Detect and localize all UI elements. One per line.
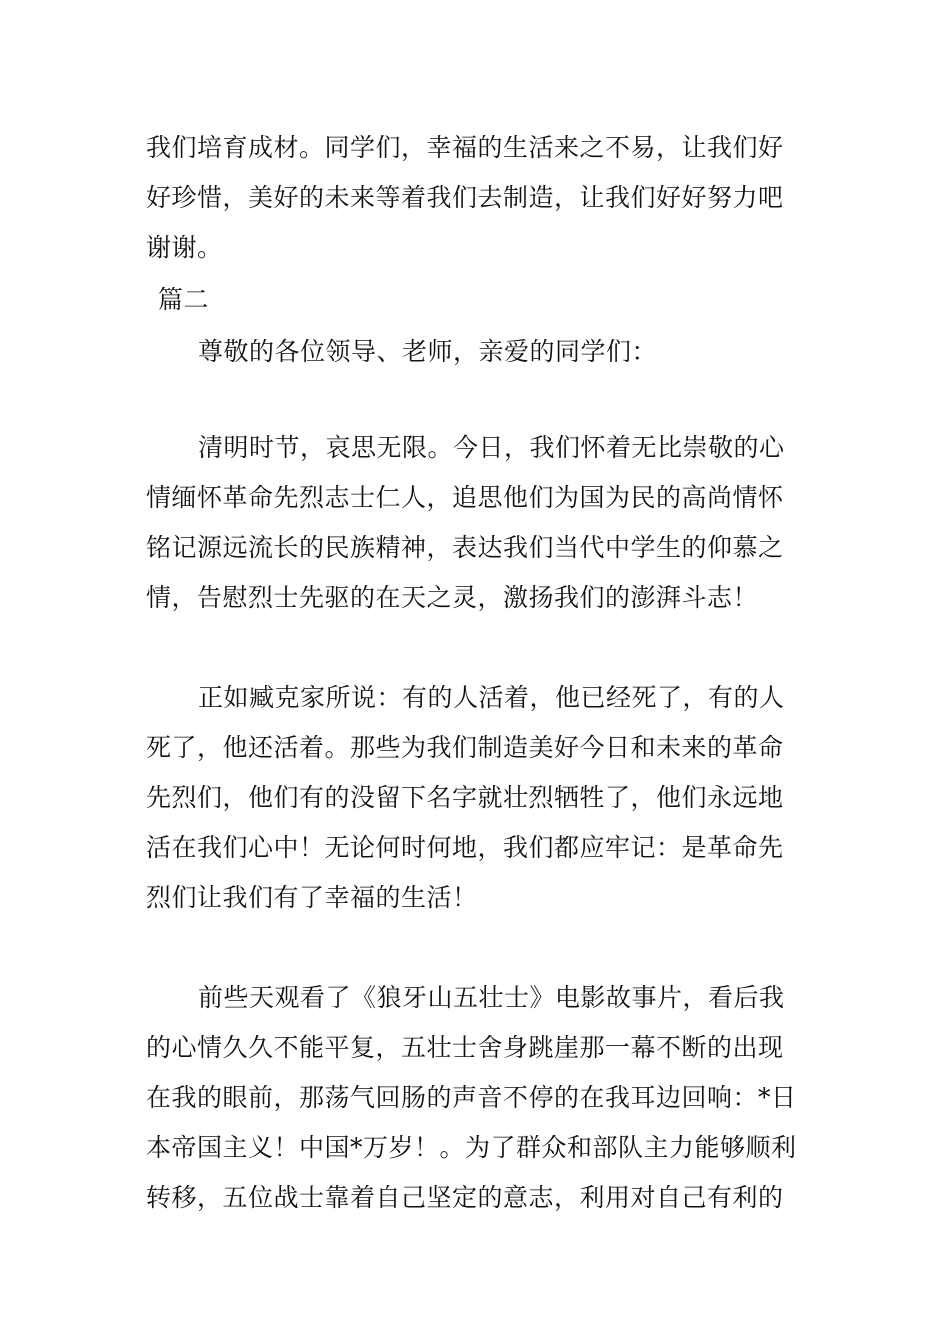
text-line: 活在我们心中！无论何时何地，我们都应牢记：是革命先 — [146, 833, 784, 862]
text-line: 在我的眼前，那荡气回肠的声音不停的在我耳边回响：*日 — [146, 1083, 797, 1112]
text-line: 谢谢。 — [146, 233, 223, 262]
text-line: 死了，他还活着。那些为我们制造美好今日和未来的革命 — [146, 733, 784, 762]
text-line: 好珍惜，美好的未来等着我们去制造，让我们好好努力吧 — [146, 183, 784, 212]
text-line: 清明时节，哀思无限。今日，我们怀着无比崇敬的心 — [198, 433, 785, 462]
text-line: 我们培育成材。同学们，幸福的生活来之不易，让我们好 — [146, 133, 784, 162]
section-heading: 篇二 — [158, 285, 210, 314]
text-line: 本帝国主义！中国*万岁！。为了群众和部队主力能够顺利 — [146, 1133, 797, 1162]
text-line: 先烈们，他们有的没留下名字就壮烈牺牲了，他们永远地 — [146, 783, 784, 812]
text-line: 铭记源远流长的民族精神，表达我们当代中学生的仰慕之 — [146, 533, 784, 562]
text-line: 转移，五位战士靠着自己坚定的意志，利用对自己有利的 — [146, 1183, 784, 1212]
text-line: 情，告慰烈士先驱的在天之灵，激扬我们的澎湃斗志！ — [146, 583, 759, 612]
text-line: 情缅怀革命先烈志士仁人，追思他们为国为民的高尚情怀 — [146, 483, 784, 512]
text-line: 前些天观看了《狼牙山五壮士》电影故事片，看后我 — [198, 983, 785, 1012]
text-line: 烈们让我们有了幸福的生活！ — [146, 883, 478, 912]
text-line: 正如臧克家所说：有的人活着，他已经死了，有的人 — [198, 683, 785, 712]
salutation: 尊敬的各位领导、老师，亲爱的同学们： — [198, 337, 658, 366]
text-line: 的心情久久不能平复，五壮士舍身跳崖那一幕不断的出现 — [146, 1033, 784, 1062]
